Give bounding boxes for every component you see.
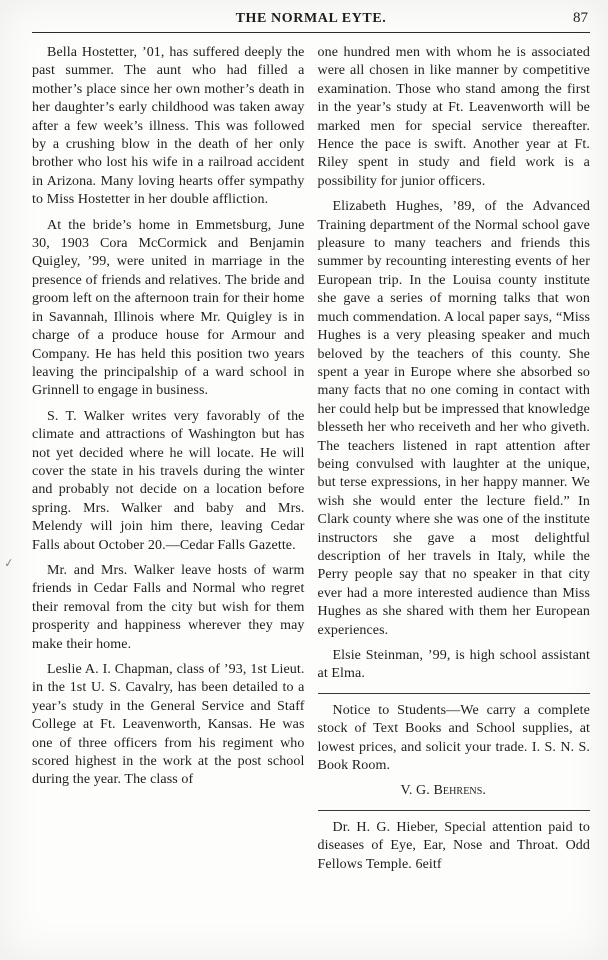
notice-signature: V. G. Behrens. <box>400 783 486 799</box>
notice-to-students: Notice to Students—We carry a complete stock of Text Books and School supplies, at lowest prices, and solicit your trade. I. S. N. S. Book Room. <box>317 702 590 774</box>
paragraph-chapman-continued: one hundred men with whom he is associated were all chosen in like manner by competitive examination. Those who stand among the first in the year’s study at Ft. Leavenworth will be marked men for special service thereafter. Hence the pace is swift. Another year at Ft. Riley spent in study and field work is a possibility for junior officers. <box>317 45 590 189</box>
paragraph-elizabeth-hughes: Elizabeth Hughes, ’89, of the Advanced Training department of the Normal school gave pleasure to many teachers and friends this summer by recounting interesting events of her European trip. In the Louisa county institute she gave a series of morning talks that won much commendation. A local paper says, “Miss Hughes is a very pleasing speaker and much beloved by the teachers of this county. She spent a year in Europe where she absorbed so many facts that no one coming in contact with her could help but be impressed that knowledge blesseth her who receiveth and her who giveth. The teachers listened in rapt attention after being convulsed with laughter at the unique, but terse expressions, in her happy manner. We wish she would enter the lecture field.” In Clark county where she was one of the institute instructors she gave a most delightful description of her travels in Italy, while the Perry people say that no speaker in that city ever had a more interested audience than Miss Hughes as she shared with them her European experiences. <box>317 199 590 638</box>
left-column <box>32 44 305 881</box>
page-number: 87 <box>573 10 588 26</box>
publication-title: THE NORMAL EYTE. <box>235 11 387 26</box>
notice-top-rule <box>318 693 591 694</box>
right-column <box>318 44 591 881</box>
ad-top-rule <box>318 810 591 811</box>
two-column-body <box>32 44 590 881</box>
paragraph-walker-farewell: Mr. and Mrs. Walker leave hosts of warm friends in Cedar Falls and Normal who regret their removal from the city but wish for them prosperity and happiness wherever they may make their home. <box>32 562 305 652</box>
paragraph-st-walker: S. T. Walker writes very favorably of the climate and attractions of Washington but has not yet decided where he will locate. He will cover the state in his travels during the winter and probably not decide on a location before spring. Mrs. Walker and baby and Mrs. Melendy will join him there, leaving Cedar Falls about October 20.—Cedar Falls Gazette. <box>32 408 305 553</box>
paragraph-leslie-chapman: Leslie A. I. Chapman, class of ’93, 1st Lieut. in the 1st U. S. Cavalry, has been detailed to a year’s study in the General Service and Staff College at Ft. Leavenworth, Kansas. He was one of three officers from his regiment who scored highest in the work at the post school during the year. The class of <box>32 662 305 788</box>
ad-dr-hieber: Dr. H. G. Hieber, Special attention paid to diseases of Eye, Ear, Nose and Throat. Odd Fellows Temple. 6eitf <box>317 819 590 872</box>
pencil-check-mark: ✓ <box>3 555 15 571</box>
paragraph-quigley-wedding: At the bride’s home in Emmetsburg, June 30, 1903 Cora McCormick and Benjamin Quigley, ’99, were united in marriage in the presence of friends and relatives. The bride and groom left on the afternoon train for their home in Savannah, Illinois where Mr. Quigley is in charge of a produce house for Armour and Company. He has held this position two years leaving the principalship of a ward school in Grinnell to engage in business. <box>32 217 305 399</box>
paragraph-bella-hostetter: Bella Hostetter, ’01, has suffered deeply the past summer. The aunt who had filled a mother’s place since her own mother’s death in her daughter’s early childhood was taken away after a few week’s illness. This was followed by a crushing blow in the death of her only brother who lost his wife in a railroad accident in Arizona. Many loving hearts offer sympathy to Miss Hostetter in her double affliction. <box>32 45 305 208</box>
paragraph-elsie-steinman: Elsie Steinman, ’99, is high school assistant at Elma. <box>317 648 590 682</box>
page-header <box>32 10 590 27</box>
header-rule <box>32 32 590 33</box>
